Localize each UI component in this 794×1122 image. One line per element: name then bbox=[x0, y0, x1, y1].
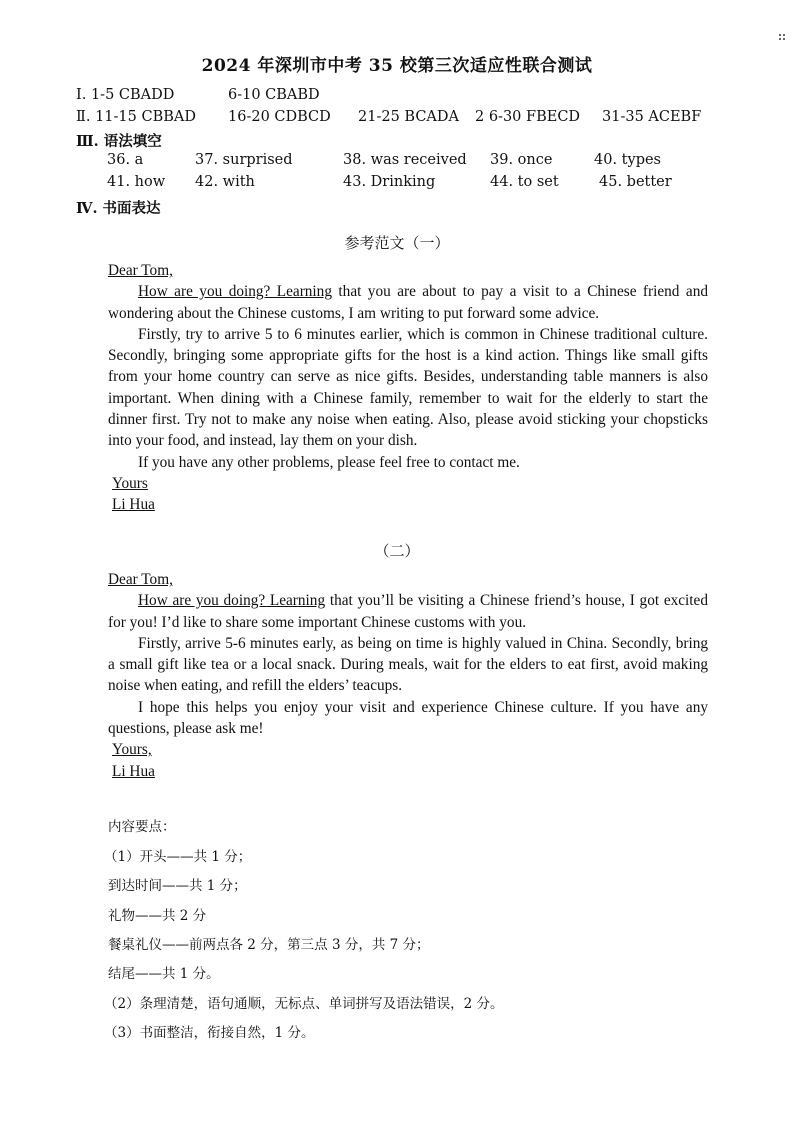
section-4-label: Ⅳ. 书面表达 bbox=[76, 200, 161, 217]
essay-2-heading: （二） bbox=[374, 542, 420, 560]
grammar-answer: 39. once bbox=[490, 152, 553, 168]
section-2-answers-d: 2 6-30 FBECD bbox=[475, 109, 581, 125]
essay-2-salutation: Dear Tom, bbox=[108, 571, 173, 588]
page-title: 2024 年深圳市中考 35 校第三次适应性联合测试 bbox=[201, 56, 593, 76]
grammar-answer: 40. types bbox=[594, 152, 661, 168]
section-2-answers-b: 16-20 CDBCD bbox=[228, 109, 331, 125]
essay-2-body: Firstly, arrive 5-6 minutes early, as being on time is highly valued in China. Secondly, bring a small gift like tea or a local snack. During meals, wait for the elders to eat first, avoid making noise when eating, and refill the elders’ teacups. bbox=[108, 634, 708, 695]
essay-2-opening-underlined: How are you doing? Learning bbox=[138, 592, 326, 610]
scoring-item: 到达时间——共 1 分； bbox=[108, 878, 247, 894]
essay-1-signature: Li Hua bbox=[112, 496, 155, 514]
scoring-item: 结尾——共 1 分。 bbox=[108, 966, 220, 982]
grammar-answer: 42. with bbox=[195, 174, 255, 190]
essay-1-body: Firstly, try to arrive 5 to 6 minutes earlier, which is common in Chinese traditional culture. Secondly, bringing some appropriate gifts for the host is a kind action. Things like small gifts from your home country can serve as nice gifts. Besides, understanding table manners is also important. When dining with a Chinese family, remember to wait for the elderly to start the dinner first. Try not to make any noise when eating. Also, please avoid sticking your chopsticks into your food, and instead, lay them on your dish. bbox=[108, 325, 708, 450]
scoring-item: （2）条理清楚，语句通顺，无标点、单词拼写及语法错误，2 分。 bbox=[104, 996, 504, 1012]
essay-1-opening-underlined: How are you doing? Learning bbox=[138, 283, 332, 301]
grammar-answer: 45. better bbox=[599, 174, 672, 190]
grammar-answer: 38. was received bbox=[343, 152, 467, 168]
essay-2-signature: Li Hua bbox=[112, 762, 155, 780]
essay-2 bbox=[108, 569, 708, 782]
scoring-item: 餐桌礼仪——前两点各 2 分，第三点 3 分，共 7 分； bbox=[108, 937, 430, 953]
essay-1-opening bbox=[108, 281, 708, 324]
section-3-label: Ⅲ. 语法填空 bbox=[76, 133, 162, 150]
essay-1 bbox=[108, 260, 708, 516]
essay-2-opening-rest: that you’ll be visiting a Chinese friend’s house, I got excited for you! I’d like to share some important Chinese customs with you. bbox=[108, 592, 708, 631]
essay-1-salutation: Dear Tom, bbox=[108, 262, 173, 279]
grammar-answer: 43. Drinking bbox=[343, 174, 436, 190]
essay-1-opening-rest: that you are about to pay a visit to a Chinese friend and wondering about the Chinese customs, I am writing to put forward some advice. bbox=[108, 283, 708, 322]
grammar-answer: 37. surprised bbox=[195, 152, 293, 168]
section-1-answers: 6-10 CBABD bbox=[228, 87, 320, 103]
section-2-label: Ⅱ. 11-15 CBBAD bbox=[76, 109, 196, 125]
scan-corner-mark bbox=[779, 34, 787, 42]
scoring-item: （1）开头——共 1 分； bbox=[104, 849, 252, 865]
scoring-heading: 内容要点： bbox=[108, 819, 176, 835]
essay-1-signoff: Yours bbox=[112, 474, 148, 492]
essay-2-opening bbox=[108, 590, 708, 633]
essay-2-closing: I hope this helps you enjoy your visit and experience Chinese culture. If you have any questions, please ask me! bbox=[108, 698, 708, 738]
scoring-item: （3）书面整洁，衔接自然，1 分。 bbox=[104, 1025, 315, 1041]
essay-2-signoff: Yours, bbox=[112, 741, 152, 759]
section-1-label: Ⅰ. 1-5 CBADD bbox=[76, 87, 175, 103]
section-2-answers-e: 31-35 ACEBF bbox=[602, 109, 702, 125]
scoring-item: 礼物——共 2 分 bbox=[108, 908, 207, 924]
section-2-answers-c: 21-25 BCADA bbox=[358, 109, 459, 125]
essay-1-heading: 参考范文（一） bbox=[344, 234, 450, 252]
grammar-answer: 41. how bbox=[107, 174, 166, 190]
grammar-answer: 36. a bbox=[107, 152, 144, 168]
essay-1-closing: If you have any other problems, please feel free to contact me. bbox=[138, 453, 520, 471]
grammar-answer: 44. to set bbox=[490, 174, 559, 190]
